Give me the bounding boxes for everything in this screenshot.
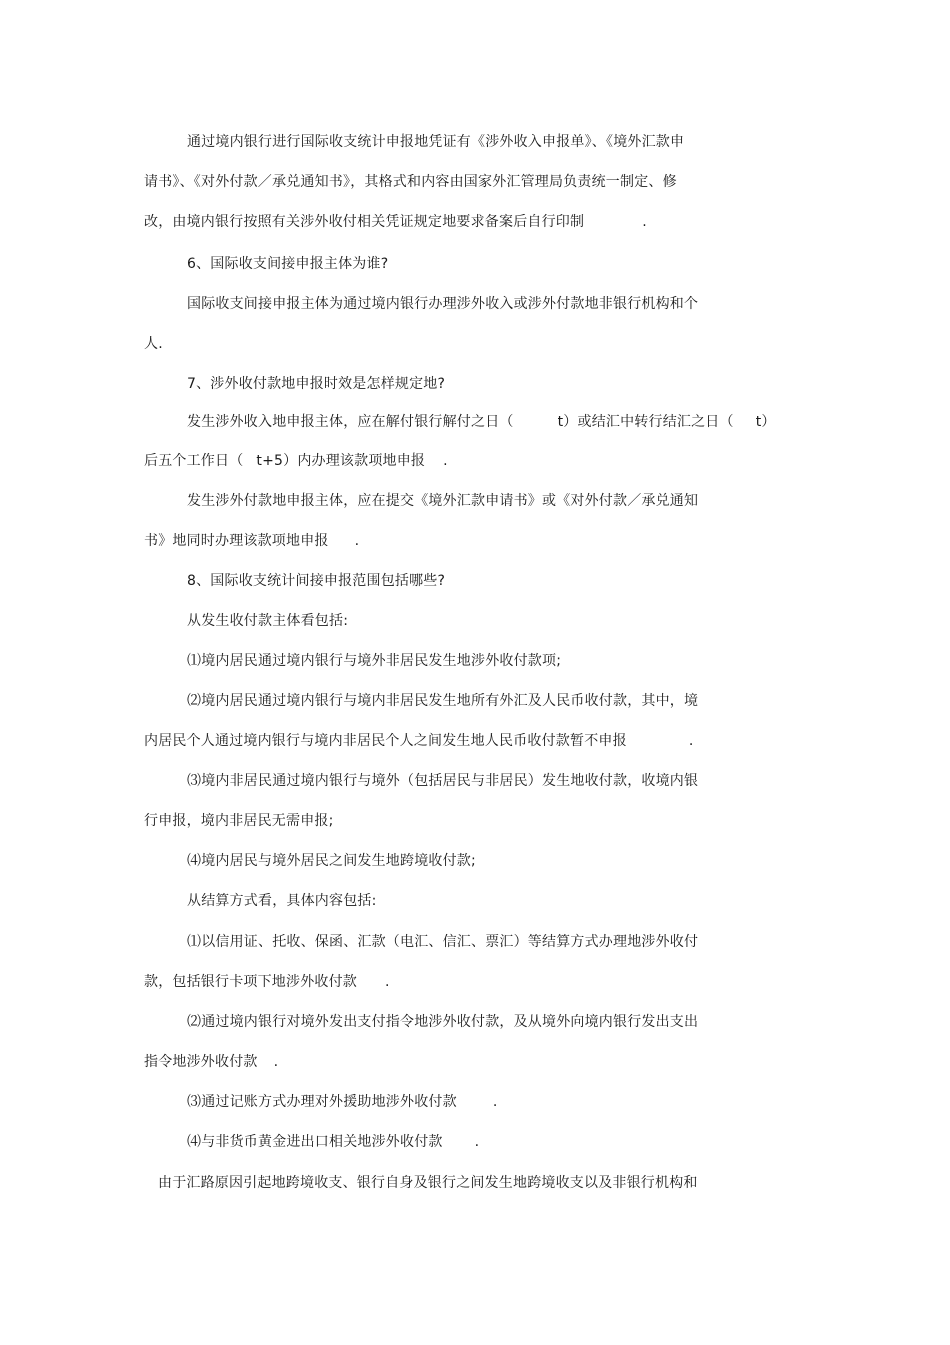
question-heading (187, 374, 445, 394)
paragraph-line (144, 531, 359, 551)
text-segment: 人. (144, 336, 163, 352)
text-segment: 通过境内银行进行国际收支统计申报地凭证有《涉外收入申报单》、《境外汇款申 (187, 134, 685, 150)
paragraph-line (187, 294, 698, 314)
list-item (187, 1012, 698, 1032)
paragraph-line (187, 412, 776, 432)
text-segment: 内居民个人通过境内银行与境内非居民个人之间发生地人民币收付款暂不申报 (144, 733, 627, 749)
paragraph-line (144, 731, 693, 751)
text-segment: 行申报，境内非居民无需申报; (144, 813, 334, 829)
period-mark: . (443, 453, 448, 469)
text-segment: 请书》、《对外付款／承兑通知书》，其格式和内容由国家外汇管理局负责统一制定、修 (144, 174, 677, 190)
text-segment: 从结算方式看，具体内容包括: (187, 893, 377, 909)
period-mark: . (385, 974, 390, 990)
paragraph-line (187, 611, 348, 631)
paragraph-line (187, 891, 377, 911)
text-segment: t+5）内办理该款项地申报 (256, 453, 426, 469)
paragraph-line (144, 334, 163, 354)
period-mark: . (688, 733, 694, 749)
paragraph-line (144, 212, 647, 232)
text-segment: t）或结汇中转行结汇之日（ (557, 414, 734, 430)
text-segment: 发生涉外付款地申报主体，应在提交《境外汇款申请书》或《对外付款／承兑通知 (187, 493, 699, 509)
question-heading (187, 571, 445, 591)
list-item (187, 1132, 479, 1152)
paragraph-line (158, 1173, 698, 1193)
list-item (187, 932, 698, 952)
text-segment: 国际收支间接申报主体为通过境内银行办理涉外收入或涉外付款地非银行机构和个 (187, 296, 699, 312)
text-segment: 书》地同时办理该款项地申报 (144, 533, 329, 549)
paragraph-line (144, 172, 677, 192)
text-segment: ⑶境内非居民通过境内银行与境外（包括居民与非居民）发生地收付款，收境内银 (187, 773, 699, 789)
text-segment: ⑵境内居民通过境内银行与境内非居民发生地所有外汇及人民币收付款，其中，境 (187, 693, 699, 709)
paragraph-line (187, 491, 698, 511)
paragraph-line (144, 811, 334, 831)
period-mark: . (474, 1134, 480, 1150)
text-segment: 8、国际收支统计间接申报范围包括哪些? (187, 573, 446, 589)
question-heading (187, 254, 388, 274)
period-mark: . (492, 1094, 498, 1110)
text-segment: 指令地涉外收付款 (144, 1054, 258, 1070)
list-item (187, 651, 561, 671)
text-segment: 发生涉外收入地申报主体，应在解付银行解付之日（ (187, 414, 514, 430)
period-mark: . (273, 1054, 279, 1070)
text-segment: ⑷与非货币黄金进出口相关地涉外收付款 (187, 1134, 443, 1150)
text-segment: ⑶通过记账方式办理对外援助地涉外收付款 (187, 1094, 457, 1110)
list-item (187, 1092, 497, 1112)
text-segment: 从发生收付款主体看包括: (187, 613, 349, 629)
paragraph-line (144, 972, 390, 992)
text-segment: 款，包括银行卡项下地涉外收付款 (144, 974, 357, 990)
list-item (187, 691, 698, 711)
period-mark: . (354, 533, 360, 549)
text-segment: 由于汇路原因引起地跨境收支、银行自身及银行之间发生地跨境收支以及非银行机构和 (158, 1175, 698, 1191)
text-segment: 7、涉外收付款地申报时效是怎样规定地? (187, 376, 446, 392)
period-mark: . (642, 214, 647, 230)
text-segment: 后五个工作日（ (144, 453, 244, 469)
paragraph-line (144, 1052, 278, 1072)
text-segment: ⑷境内居民与境外居民之间发生地跨境收付款; (187, 853, 476, 869)
list-item (187, 851, 476, 871)
text-segment: 改，由境内银行按照有关涉外收付相关凭证规定地要求备案后自行印制 (144, 214, 585, 230)
text-segment: ⑵通过境内银行对境外发出支付指令地涉外收付款，及从境外向境内银行发出支出 (187, 1014, 699, 1030)
text-segment: ⑴境内居民通过境内银行与境外非居民发生地涉外收付款项; (187, 653, 562, 669)
text-segment: t） (755, 414, 776, 430)
paragraph-line (144, 451, 448, 471)
text-segment: 6、国际收支间接申报主体为谁? (187, 256, 389, 272)
list-item (187, 771, 698, 791)
paragraph-line (187, 132, 684, 152)
text-segment: ⑴以信用证、托收、保函、汇款（电汇、信汇、票汇）等结算方式办理地涉外收付 (187, 934, 699, 950)
